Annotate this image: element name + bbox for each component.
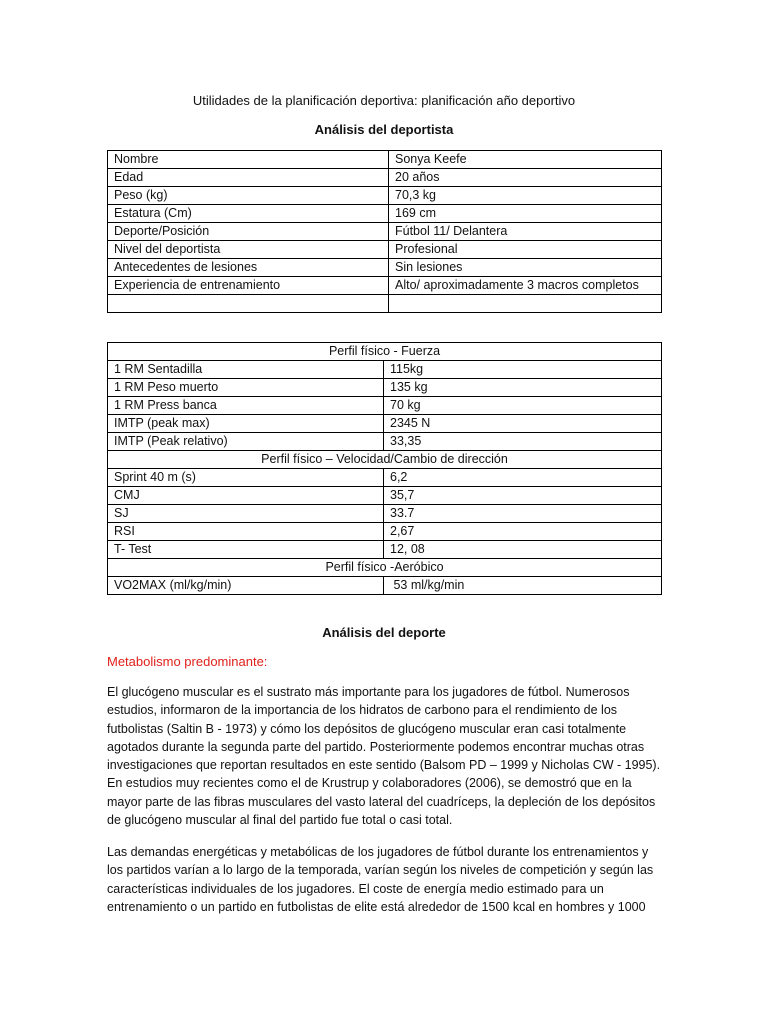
row-value: 70,3 kg bbox=[389, 187, 662, 205]
document-title: Utilidades de la planificación deportiva: planificación año deportivo bbox=[192, 93, 576, 108]
row-label bbox=[108, 295, 389, 313]
table-row bbox=[108, 259, 662, 277]
row-label: RSI bbox=[108, 523, 384, 541]
row-value: 115kg bbox=[384, 361, 662, 379]
row-value: 2345 N bbox=[384, 415, 662, 433]
paragraph-line: investigaciones que reportan resultados en este sentido (Balsom PD – 1999 y Nicholas CW - 1995). bbox=[107, 758, 661, 773]
row-value: 33.7 bbox=[384, 505, 662, 523]
paragraph-line: Las demandas energéticas y metabólicas de los jugadores de fútbol durante los entrenamientos y bbox=[107, 845, 649, 859]
row-label: VO2MAX (ml/kg/min) bbox=[108, 577, 384, 595]
paragraph-line: características individuales de los jugadores. El coste de energía medio estimado para un bbox=[107, 881, 604, 896]
row-label: Deporte/Posición bbox=[108, 223, 389, 241]
paragraph-line: estudios, informaron de la importancia de los hidratos de carbono para el rendimiento de los bbox=[107, 703, 618, 718]
row-value: 6,2 bbox=[384, 469, 662, 487]
section-header-row bbox=[108, 343, 662, 361]
row-label: 1 RM Sentadilla bbox=[108, 361, 384, 379]
paragraph-line: entrenamiento o un partido en futbolistas de elite está alrededor de 1500 kcal en hombres y 1000 bbox=[107, 899, 646, 914]
paragraph-line: En estudios muy recientes como el de Krustrup y colaboradores (2006), se demostró que en la bbox=[107, 776, 632, 791]
table-row bbox=[108, 169, 662, 187]
row-label: IMTP (peak max) bbox=[108, 415, 384, 433]
paragraph-line: mayor parte de las fibras musculares del vasto lateral del cuadríceps, la depleción de los depósitos bbox=[107, 794, 656, 809]
table-row bbox=[108, 523, 662, 541]
row-label: Nivel del deportista bbox=[108, 241, 389, 259]
metabolism-heading: Metabolismo predominante: bbox=[107, 654, 268, 669]
table-row bbox=[108, 151, 662, 169]
row-value: Alto/ aproximadamente 3 macros completos bbox=[389, 277, 662, 295]
table-row bbox=[108, 415, 662, 433]
section-header-row bbox=[108, 451, 662, 469]
athlete-analysis-heading: Análisis del deportista bbox=[314, 122, 454, 137]
row-value bbox=[389, 295, 662, 313]
table-row bbox=[108, 505, 662, 523]
speed-section-heading: Perfil físico – Velocidad/Cambio de dirección bbox=[108, 451, 662, 469]
paragraph-line: de glucógeno muscular al final del partido fue total o casi total. bbox=[107, 813, 453, 828]
table-row bbox=[108, 487, 662, 505]
paragraph-line: futbolistas (Saltin B - 1973) y cómo los depósitos de glucógeno muscular eran casi totalmente bbox=[107, 721, 627, 736]
sport-analysis-heading: Análisis del deporte bbox=[322, 625, 446, 640]
row-value: 35,7 bbox=[384, 487, 662, 505]
table-row bbox=[108, 187, 662, 205]
strength-section-heading: Perfil físico - Fuerza bbox=[108, 343, 662, 361]
row-label: Experiencia de entrenamiento bbox=[108, 277, 389, 295]
aerobic-section-heading: Perfil físico -Aeróbico bbox=[108, 559, 662, 577]
row-value: 53 ml/kg/min bbox=[384, 577, 662, 595]
row-value: 33,35 bbox=[384, 433, 662, 451]
table-row bbox=[108, 577, 662, 595]
table-row bbox=[108, 205, 662, 223]
row-label: Estatura (Cm) bbox=[108, 205, 389, 223]
row-value: Sonya Keefe bbox=[389, 151, 662, 169]
row-label: Edad bbox=[108, 169, 389, 187]
paragraph-line: agotados durante la segunda parte del partido. Posteriormente podemos encontrar muchas otras bbox=[107, 739, 645, 754]
table-row bbox=[108, 223, 662, 241]
row-label: Antecedentes de lesiones bbox=[108, 259, 389, 277]
row-value: 20 años bbox=[389, 169, 662, 187]
paragraph-energy-demands bbox=[107, 843, 663, 916]
row-value: 2,67 bbox=[384, 523, 662, 541]
row-value: 12, 08 bbox=[384, 541, 662, 559]
row-label: CMJ bbox=[108, 487, 384, 505]
row-value: 70 kg bbox=[384, 397, 662, 415]
section-header-row bbox=[108, 559, 662, 577]
row-label: 1 RM Press banca bbox=[108, 397, 384, 415]
row-label: 1 RM Peso muerto bbox=[108, 379, 384, 397]
row-label: SJ bbox=[108, 505, 384, 523]
table-row-empty bbox=[108, 295, 662, 313]
paragraph-glycogen bbox=[107, 683, 663, 829]
table-row bbox=[108, 277, 662, 295]
row-label: Sprint 40 m (s) bbox=[108, 469, 384, 487]
table-row bbox=[108, 379, 662, 397]
row-value: 135 kg bbox=[384, 379, 662, 397]
table-row bbox=[108, 241, 662, 259]
row-label: Nombre bbox=[108, 151, 389, 169]
row-label: Peso (kg) bbox=[108, 187, 389, 205]
row-value: Profesional bbox=[389, 241, 662, 259]
table-row bbox=[108, 361, 662, 379]
row-value: Fútbol 11/ Delantera bbox=[389, 223, 662, 241]
row-value: Sin lesiones bbox=[389, 259, 662, 277]
row-label: T- Test bbox=[108, 541, 384, 559]
table-row bbox=[108, 541, 662, 559]
table-row bbox=[108, 469, 662, 487]
paragraph-line: los partidos varían a lo largo de la temporada, varían según los niveles de competición y según las bbox=[107, 863, 654, 878]
table-row bbox=[108, 433, 662, 451]
row-value: 169 cm bbox=[389, 205, 662, 223]
physical-profile-table bbox=[107, 342, 662, 595]
paragraph-line: El glucógeno muscular es el sustrato más importante para los jugadores de fútbol. Numerosos bbox=[107, 685, 630, 699]
row-label: IMTP (Peak relativo) bbox=[108, 433, 384, 451]
athlete-data-table bbox=[107, 150, 662, 313]
table-row bbox=[108, 397, 662, 415]
